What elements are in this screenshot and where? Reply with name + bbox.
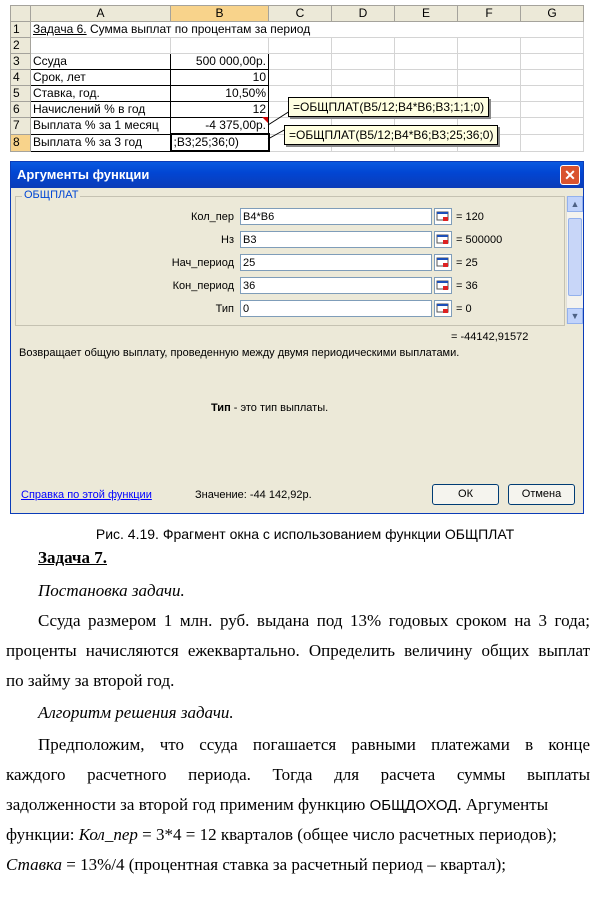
arg-row-nper <box>16 208 564 227</box>
arg-label: Нз <box>221 234 234 246</box>
cell-b7[interactable]: -4 375,00р. <box>171 118 269 135</box>
close-button[interactable] <box>560 165 580 185</box>
scroll-down-button[interactable]: ▼ <box>567 308 583 324</box>
text: задолженности за второй год применим функцию <box>6 795 370 814</box>
arg-row-start-period <box>16 254 564 273</box>
range-select-icon <box>435 232 451 247</box>
function-name: ОБЩПЛАТ <box>24 189 79 201</box>
statement-heading: Постановка задачи. <box>38 581 185 600</box>
cell-b6[interactable]: 12 <box>171 102 269 118</box>
value-readout <box>195 489 312 501</box>
task-label: Задача 6. <box>33 22 87 36</box>
value-text: -44 142,92р. <box>246 489 312 501</box>
figure-caption: Рис. 4.19. Фрагмент окна с использованием функции ОБЩПЛАТ <box>95 526 515 542</box>
close-icon: ✕ <box>564 167 576 183</box>
function-description: Возвращает общую выплату, проведенную между двумя периодическими выплатами. <box>19 347 460 359</box>
function-group <box>15 189 565 326</box>
arg-row-end-period <box>16 277 564 296</box>
formula-result: = -44142,91572 <box>451 331 529 343</box>
cancel-button[interactable]: Отмена <box>508 484 575 505</box>
algorithm-line: каждого расчетного периода. Тогда для расчета суммы выплаты <box>6 765 590 784</box>
text: функции: <box>6 825 79 844</box>
range-select-icon <box>435 255 451 270</box>
arg-input-nper[interactable]: B4*B6 <box>240 208 432 225</box>
column-header-e[interactable]: E <box>395 6 458 22</box>
cell-b8-editing[interactable]: ;B3;25;36;0) <box>171 134 269 151</box>
arg-label: Нач_период <box>171 257 234 269</box>
document-body <box>6 548 590 898</box>
scroll-up-button[interactable]: ▲ <box>567 196 583 212</box>
row-header[interactable]: 7 <box>11 118 31 135</box>
algorithm-line <box>6 795 590 815</box>
argument-help-text: - это тип выплаты. <box>230 402 329 414</box>
arg-input-start-period[interactable]: 25 <box>240 254 432 271</box>
value-label: Значение: <box>195 489 247 501</box>
arg-result: = 500000 <box>456 234 503 246</box>
algorithm-line: Предположим, что ссуда погашается равными платежами в конце <box>38 735 590 754</box>
arg-result: = 0 <box>456 303 472 315</box>
cell-b5[interactable]: 10,50% <box>171 86 269 102</box>
range-select-icon <box>435 301 451 316</box>
arg-input-end-period[interactable]: 36 <box>240 277 432 294</box>
row-header[interactable]: 4 <box>11 70 31 86</box>
cell-comment-b8: =ОБЩПЛАТ(B5/12;B4*B6;B3;25;36;0) <box>284 125 498 145</box>
statement-line: Ссуда размером 1 млн. руб. выдана под 13% годовых сроком на 3 года; <box>38 611 590 630</box>
column-header-a[interactable]: A <box>31 6 171 22</box>
cell-a4[interactable]: Срок, лет <box>31 70 171 86</box>
dialog-titlebar[interactable] <box>11 162 583 188</box>
argument-name: Кол_пер <box>78 825 138 844</box>
arguments-scrollbar[interactable] <box>566 196 583 324</box>
arg-result: = 120 <box>456 211 484 223</box>
cell-b4[interactable]: 10 <box>171 70 269 86</box>
function-arguments-dialog <box>10 161 584 514</box>
arg-result: = 25 <box>456 257 478 269</box>
function-name-ref: ОБЩДОХОД <box>369 797 458 814</box>
dialog-title: Аргументы функции <box>17 167 150 182</box>
arg-row-type <box>16 300 564 319</box>
cell-a5[interactable]: Ставка, год. <box>31 86 171 102</box>
cell-b3[interactable]: 500 000,00р. <box>171 54 269 70</box>
arg-label: Тип <box>215 303 234 315</box>
argument-help <box>211 402 328 414</box>
column-header-b[interactable]: B <box>171 6 269 22</box>
argument-name: Ставка <box>6 855 62 874</box>
cell-a3[interactable]: Ссуда <box>31 54 171 70</box>
range-select-icon <box>435 278 451 293</box>
row-header[interactable]: 8 <box>11 134 31 151</box>
text: . Аргументы <box>457 795 549 814</box>
scroll-thumb[interactable] <box>568 218 582 296</box>
cell-a7[interactable]: Выплата % за 1 месяц <box>31 118 171 135</box>
arg-result: = 36 <box>456 280 478 292</box>
algorithm-line <box>6 825 590 845</box>
arg-input-type[interactable]: 0 <box>240 300 432 317</box>
collapse-dialog-button[interactable] <box>434 208 452 225</box>
arg-label: Кон_период <box>172 280 234 292</box>
column-header-d[interactable]: D <box>332 6 395 22</box>
help-link[interactable]: Справка по этой функции <box>21 489 152 501</box>
collapse-dialog-button[interactable] <box>434 231 452 248</box>
row-header[interactable]: 2 <box>11 38 31 54</box>
arg-input-pv[interactable]: B3 <box>240 231 432 248</box>
text: = 3*4 = 12 кварталов (общее число расчетных периодов); <box>137 825 557 844</box>
row-header[interactable]: 1 <box>11 22 31 38</box>
arg-label: Кол_пер <box>190 211 234 223</box>
arg-row-pv <box>16 231 564 250</box>
collapse-dialog-button[interactable] <box>434 254 452 271</box>
cell-a6[interactable]: Начислений % в год <box>31 102 171 118</box>
cell-a8[interactable]: Выплата % за 3 год <box>31 134 171 151</box>
argument-help-name: Тип <box>211 402 231 414</box>
range-select-icon <box>435 209 451 224</box>
sheet-title: Сумма выплат по процентам за период <box>86 22 311 36</box>
ok-button[interactable]: ОК <box>432 484 499 505</box>
statement-line: по займу за второй год. <box>6 671 175 690</box>
collapse-dialog-button[interactable] <box>434 300 452 317</box>
collapse-dialog-button[interactable] <box>434 277 452 294</box>
column-header-c[interactable]: C <box>269 6 332 22</box>
column-header-g[interactable]: G <box>521 6 584 22</box>
row-header[interactable]: 3 <box>11 54 31 70</box>
algorithm-line <box>6 855 590 875</box>
algorithm-heading: Алгоритм решения задачи. <box>38 703 234 722</box>
column-header-f[interactable]: F <box>458 6 521 22</box>
row-header[interactable]: 6 <box>11 102 31 118</box>
text: = 13%/4 (процентная ставка за расчетный период – квартал); <box>61 855 507 874</box>
cell-comment-b7: =ОБЩПЛАТ(B5/12;B4*B6;B3;1;1;0) <box>288 97 489 117</box>
statement-line: проценты начисляются ежеквартально. Определить величину общих выплат <box>6 641 590 660</box>
task-heading: Задача 7. <box>38 548 107 567</box>
row-header[interactable]: 5 <box>11 86 31 102</box>
